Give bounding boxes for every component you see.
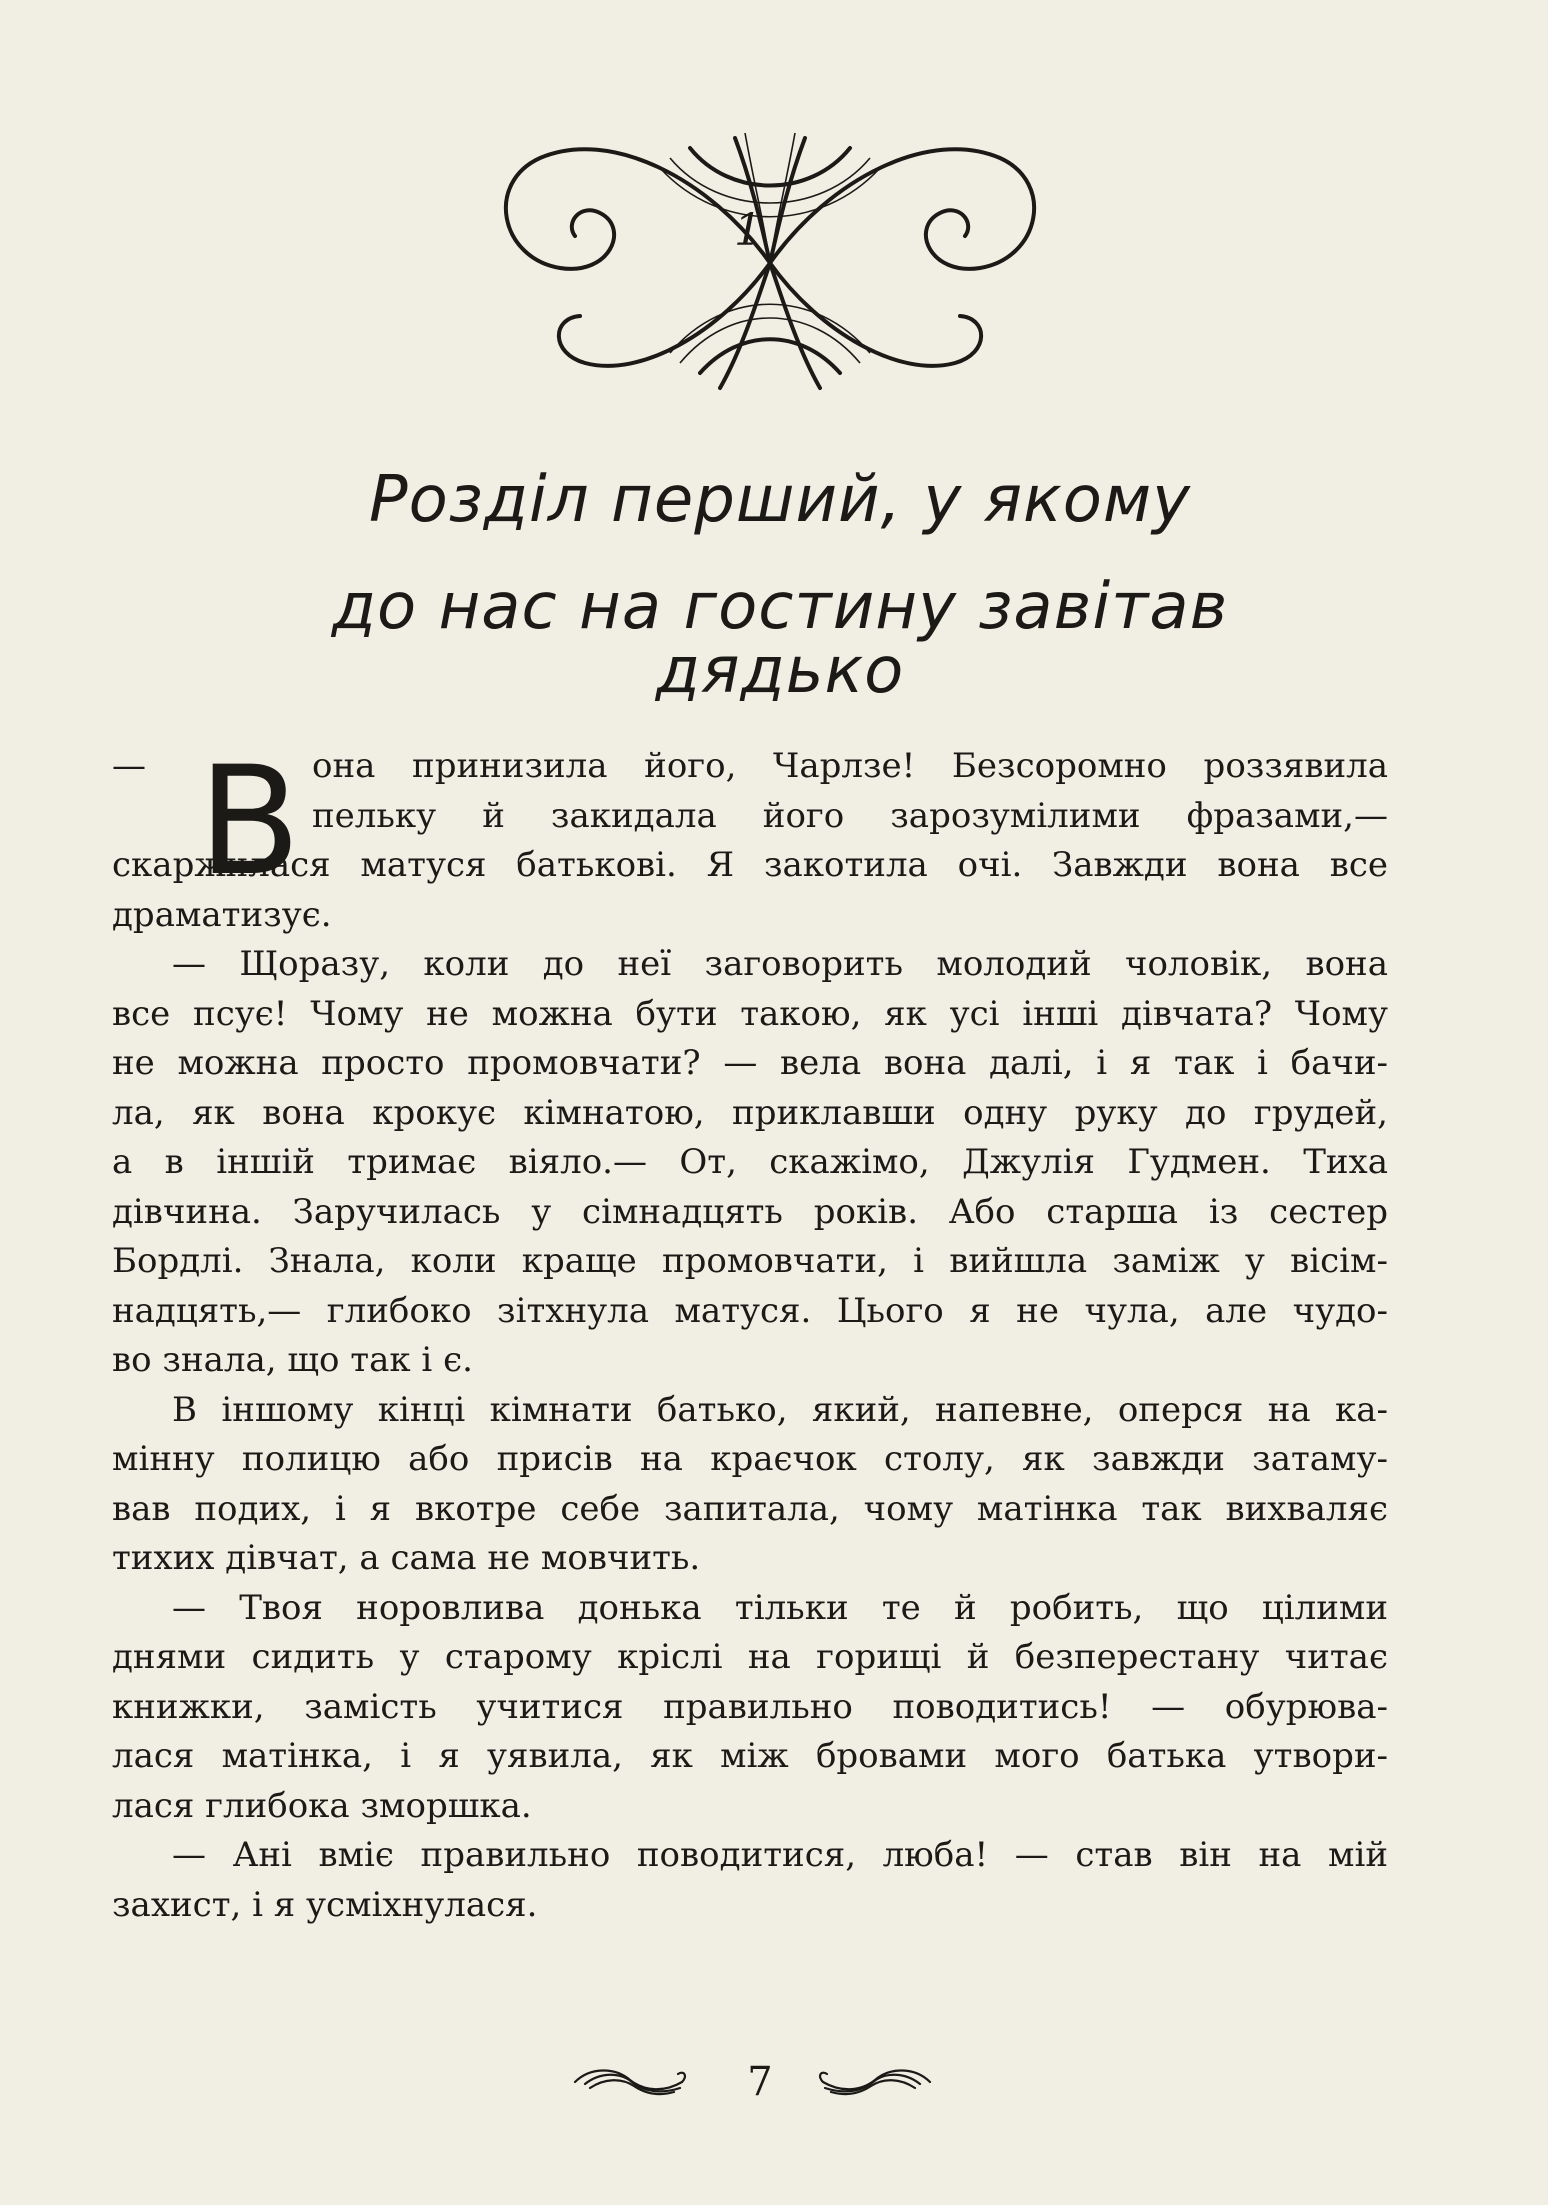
- text-line: надцять,— глибоко зітхнула матуся. Цього я не чула, але чудо-: [112, 1290, 1388, 1331]
- drop-cap-dash: —: [112, 746, 146, 786]
- text-line: — Ані вміє правильно поводитися, люба! — став він на мій: [172, 1835, 1388, 1875]
- text-line: мінну полицю або присів на краєчок столу, як завжди затаму-: [112, 1439, 1388, 1479]
- right-flourish-icon: [815, 2062, 935, 2102]
- text-line: книжки, замість учитися правильно поводитись! — обурюва-: [112, 1686, 1388, 1727]
- drop-cap-letter: В: [198, 735, 301, 909]
- text-line: все псує! Чому не можна бути такою, як усі інші дівчата? Чому: [112, 993, 1388, 1034]
- chapter-number: 1: [734, 205, 762, 256]
- left-flourish-icon: [570, 2062, 690, 2102]
- page-footer: [560, 2052, 960, 2112]
- chapter-ornament: [490, 118, 1050, 408]
- page-number: 7: [747, 2059, 773, 2105]
- text-line: — она принизила його, Чарлзе! Безсоромно роззявила: [112, 742, 1388, 792]
- chapter-title-line-2: до нас на гостину завітав дядько: [331, 570, 1229, 708]
- text-line: Бордлі. Знала, коли краще промовчати, і вийшла заміж у вісім-: [112, 1241, 1388, 1281]
- text-line: тихих дівчат, а сама не мовчить.: [112, 1538, 701, 1578]
- text-line: лася глибока зморшка.: [112, 1785, 532, 1826]
- text-line: пельку й закидала його зарозумілими фразами,—: [312, 795, 1388, 836]
- text-line: захист, і я усміхнулася.: [112, 1884, 538, 1925]
- text-line: дівчина. Заручилась у сімнадцять років. Або старша із сестер: [112, 1191, 1388, 1232]
- text-line: драматизує.: [112, 894, 332, 935]
- text-line: — Щоразу, коли до неї заговорить молодий чоловік, вона: [172, 944, 1388, 984]
- text-line: — Твоя норовлива донька тільки те й робить, що цілими: [172, 1587, 1388, 1628]
- text-line: днями сидить у старому кріслі на горищі й безперестану читає: [112, 1637, 1388, 1677]
- text-line: во знала, що так і є.: [112, 1340, 473, 1380]
- text-line: а в іншій тримає віяло.— От, скажімо, Джулія Гудмен. Тиха: [112, 1142, 1388, 1182]
- chapter-title-line-1: Розділ перший, у якому: [368, 463, 1192, 537]
- text-line: ла, як вона крокує кімнатою, приклавши одну руку до грудей,: [112, 1092, 1388, 1133]
- text-line: вав подих, і я вкотре себе запитала, чому матінка так вихваляє: [112, 1488, 1388, 1529]
- body-text: [112, 735, 1388, 1930]
- text-line: не можна просто промовчати? — вела вона далі, і я так і бачи-: [112, 1043, 1388, 1083]
- text-line: В іншому кінці кімнати батько, який, напевне, оперся на ка-: [172, 1389, 1388, 1430]
- text-line: скаржилася матуся батькові. Я закотила очі. Завжди вона все: [112, 845, 1388, 885]
- text-line: лася матінка, і я уявила, як між бровами мого батька утвори-: [112, 1736, 1388, 1776]
